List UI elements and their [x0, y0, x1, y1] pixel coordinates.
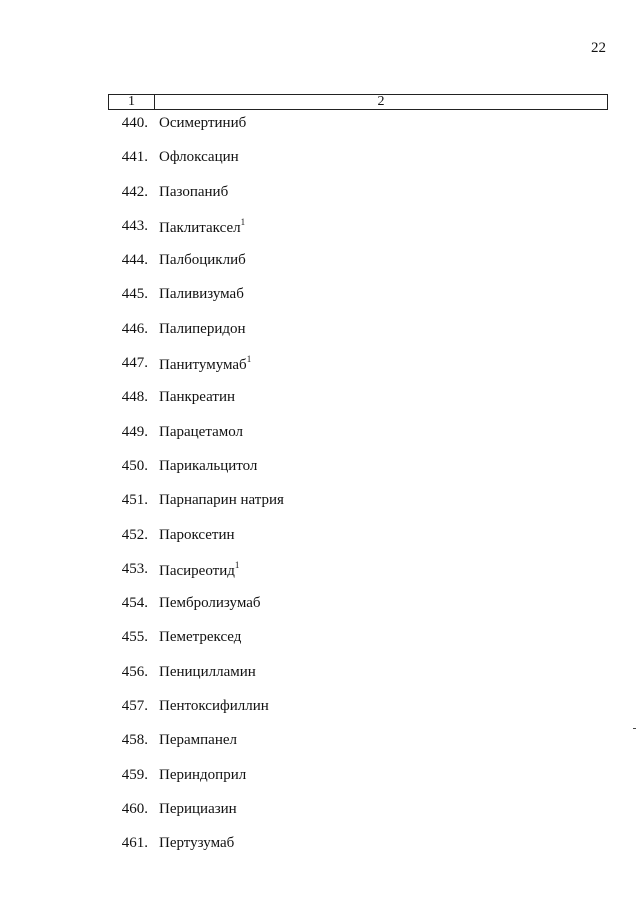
- item-number: 459.: [121, 766, 148, 783]
- item-name: [159, 149, 239, 166]
- list-item: [0, 830, 640, 864]
- item-name: [159, 732, 237, 749]
- list-item: [0, 762, 640, 796]
- item-name: [159, 424, 243, 441]
- item-number: 447.: [121, 355, 148, 372]
- item-name-text: Перампанел: [159, 732, 237, 749]
- footnote-marker: 1: [240, 216, 246, 227]
- item-name-text: Пеметрексед: [159, 629, 242, 646]
- item-name: [159, 389, 235, 406]
- item-name: [159, 561, 239, 580]
- list-item: [0, 624, 640, 658]
- item-number: 445.: [121, 286, 148, 303]
- item-name-text: Парикальцитол: [159, 457, 258, 474]
- list-item: [0, 213, 640, 247]
- item-name-text: Панитумумаб: [159, 357, 247, 374]
- item-name-text: Пеницилламин: [159, 663, 256, 680]
- item-name: [159, 321, 246, 338]
- item-name: [159, 698, 269, 715]
- list-item: [0, 179, 640, 213]
- item-name-text: Паклитаксел: [159, 219, 241, 236]
- item-number: 454.: [121, 595, 148, 612]
- item-number: 441.: [121, 149, 148, 166]
- list-item: [0, 522, 640, 556]
- item-name-text: Пентоксифиллин: [159, 698, 269, 715]
- item-number: 442.: [121, 183, 148, 200]
- item-name-text: Перициазин: [159, 800, 237, 817]
- list-item: [0, 384, 640, 418]
- item-name: [159, 218, 245, 237]
- item-number: 450.: [121, 457, 148, 474]
- item-number: 456.: [121, 663, 148, 680]
- item-name-text: Пароксетин: [159, 526, 235, 543]
- item-number: 440.: [121, 115, 148, 131]
- item-name-text: Пасиреотид: [159, 562, 235, 579]
- item-number: 458.: [121, 732, 148, 749]
- list-item: [0, 487, 640, 521]
- drug-list: [0, 110, 640, 865]
- item-name-text: Парацетамол: [159, 423, 244, 440]
- item-name-text: Пертузумаб: [159, 835, 235, 852]
- item-name: [159, 664, 256, 681]
- list-item: [0, 350, 640, 384]
- list-item: [0, 453, 640, 487]
- item-name: [159, 458, 257, 475]
- item-name-text: Офлоксацин: [159, 149, 239, 166]
- item-number: 452.: [121, 526, 148, 543]
- item-number: 451.: [121, 492, 148, 509]
- item-name-text: Палиперидон: [159, 320, 246, 337]
- list-item: [0, 281, 640, 315]
- item-number: 455.: [121, 629, 148, 646]
- list-item: [0, 693, 640, 727]
- item-name: [159, 492, 284, 509]
- item-name-text: Осимертиниб: [159, 115, 247, 131]
- item-name: [159, 767, 246, 784]
- item-number: 460.: [121, 800, 148, 817]
- item-number: 453.: [121, 560, 148, 577]
- item-name-text: Панкреатин: [159, 389, 236, 406]
- table-header-col-1: 1: [109, 95, 155, 109]
- item-name-text: Периндоприл: [159, 766, 247, 783]
- item-number: 457.: [121, 698, 148, 715]
- footnote-marker: 1: [234, 559, 240, 570]
- page-number: 22: [591, 40, 606, 56]
- item-number: 446.: [121, 320, 148, 337]
- list-item: [0, 144, 640, 178]
- item-name-text: Палбоциклиб: [159, 252, 246, 269]
- table-header-col-2: 2: [377, 94, 385, 109]
- item-name: [159, 115, 246, 132]
- item-name: [159, 527, 235, 544]
- list-item: [0, 316, 640, 350]
- item-name-text: Паливизумаб: [159, 286, 244, 303]
- list-item: [0, 590, 640, 624]
- item-name-text: Пазопаниб: [159, 183, 229, 200]
- list-item: [0, 556, 640, 590]
- list-item: [0, 727, 640, 761]
- item-number: 443.: [121, 217, 148, 234]
- item-name-text: Парнапарин натрия: [159, 492, 284, 509]
- list-item: [0, 796, 640, 830]
- item-name: [159, 595, 261, 612]
- item-name: [159, 252, 246, 269]
- footnote-marker: 1: [246, 354, 252, 365]
- item-number: 461.: [121, 835, 148, 852]
- list-item: [0, 659, 640, 693]
- list-item: [0, 419, 640, 453]
- list-item: [0, 110, 640, 144]
- item-name: [159, 835, 234, 852]
- item-name: [159, 801, 237, 818]
- item-number: 444.: [121, 252, 148, 269]
- item-number: 449.: [121, 423, 148, 440]
- item-name: [159, 286, 244, 303]
- item-name-text: Пембролизумаб: [159, 595, 261, 612]
- item-name: [159, 355, 251, 374]
- item-name: [159, 184, 228, 201]
- margin-mark: [633, 728, 636, 729]
- item-number: 448.: [121, 389, 148, 406]
- item-name: [159, 629, 241, 646]
- list-item: [0, 247, 640, 281]
- table-header: [108, 94, 608, 110]
